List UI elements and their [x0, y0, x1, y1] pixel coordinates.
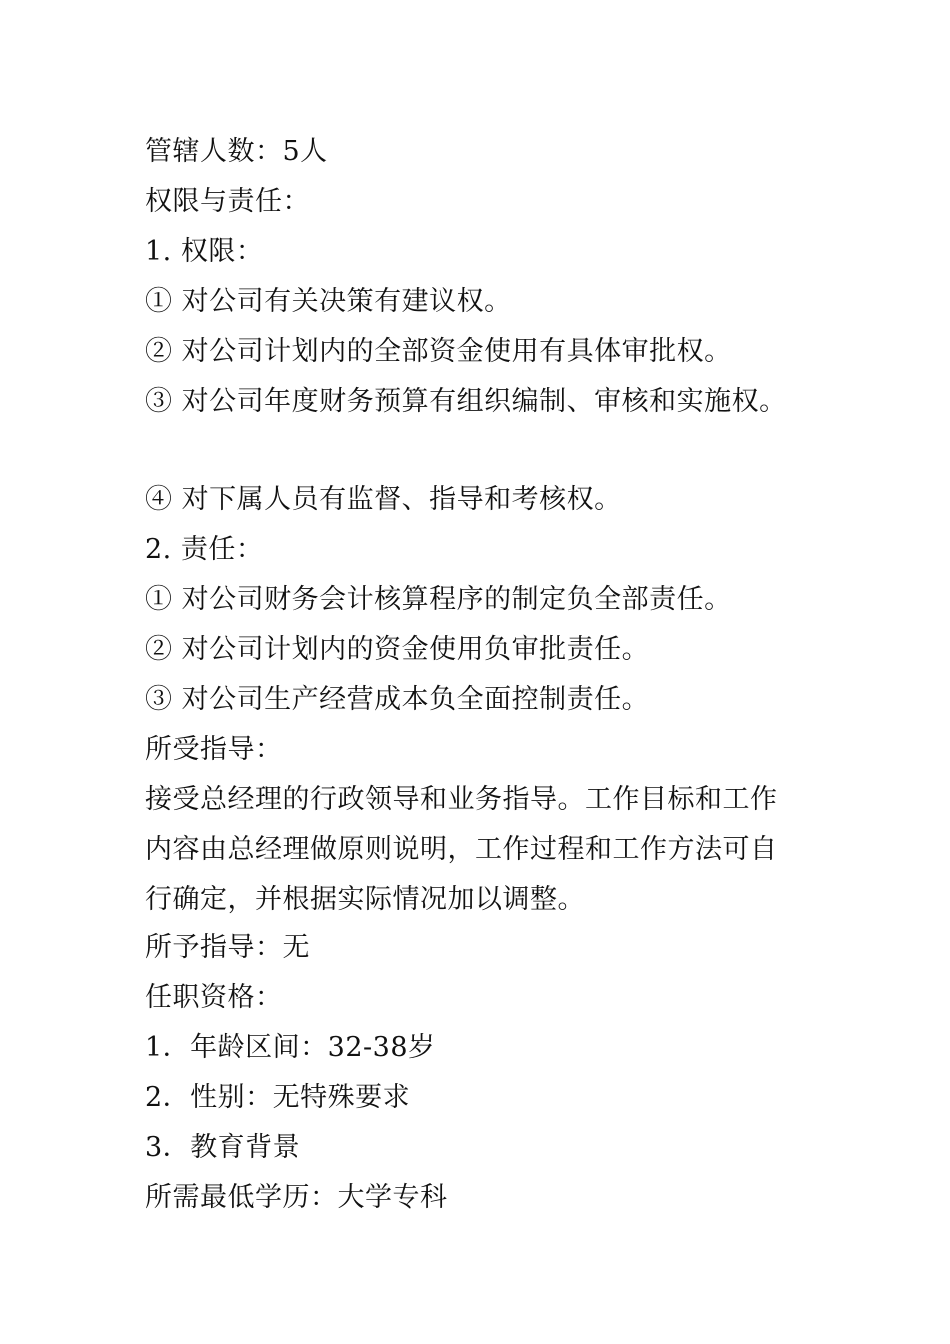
qualification-education: 3．教育背景 — [145, 1132, 301, 1163]
qualification-minimum-degree: 所需最低学历：大学专科 — [145, 1182, 448, 1213]
qualification-age: 1．年龄区间：32-38岁 — [145, 1032, 436, 1063]
guidance-paragraph-line-3: 行确定，并根据实际情况加以调整。 — [145, 884, 585, 915]
staff-count-line: 管辖人数：5人 — [145, 136, 328, 167]
authority-item-3: ③ 对公司年度财务预算有组织编制、审核和实施权。 — [145, 386, 787, 417]
authority-item-4: ④ 对下属人员有监督、指导和考核权。 — [145, 484, 622, 515]
authority-responsibility-heading: 权限与责任： — [145, 186, 310, 217]
responsibility-item-1: ① 对公司财务会计核算程序的制定负全部责任。 — [145, 584, 732, 615]
authority-item-1: ① 对公司有关决策有建议权。 — [145, 286, 512, 317]
authority-item-2: ② 对公司计划内的全部资金使用有具体审批权。 — [145, 336, 732, 367]
qualifications-heading: 任职资格： — [145, 982, 283, 1013]
guidance-paragraph-line-2: 内容由总经理做原则说明，工作过程和工作方法可自 — [145, 834, 778, 865]
responsibility-item-2: ② 对公司计划内的资金使用负审批责任。 — [145, 634, 650, 665]
guidance-received-heading: 所受指导： — [145, 734, 283, 765]
responsibility-item-3: ③ 对公司生产经营成本负全面控制责任。 — [145, 684, 650, 715]
guidance-given-line: 所予指导：无 — [145, 932, 310, 963]
guidance-paragraph-line-1: 接受总经理的行政领导和业务指导。工作目标和工作 — [145, 784, 778, 815]
qualification-gender: 2．性别：无特殊要求 — [145, 1082, 411, 1113]
authority-subheading: 1. 权限： — [145, 236, 264, 267]
responsibility-subheading: 2. 责任： — [145, 534, 264, 565]
